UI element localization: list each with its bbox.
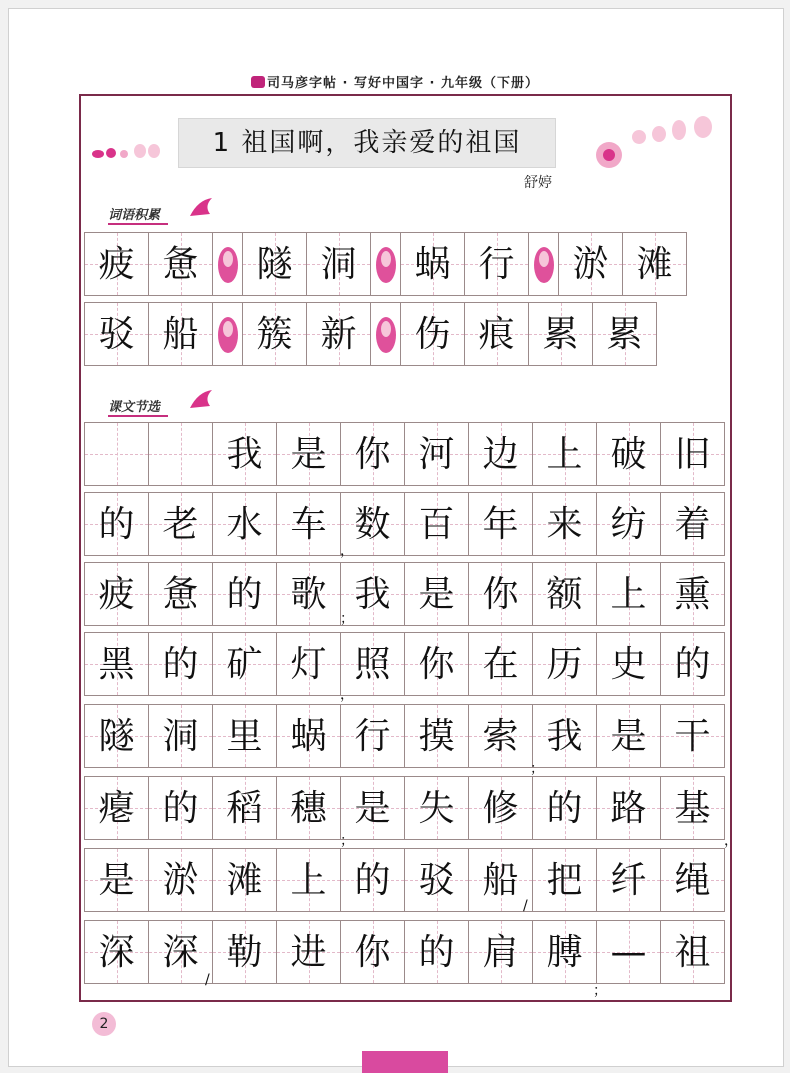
grid-cell — [661, 704, 725, 768]
flower-icon — [213, 303, 243, 367]
grid-cell — [149, 848, 213, 912]
grid-cell — [341, 920, 405, 984]
punctuation-mark: ； — [593, 983, 607, 999]
grid-cell — [85, 704, 149, 768]
grid-character: 水 — [226, 504, 263, 545]
grid-cell — [85, 776, 149, 840]
grid-character: 失 — [418, 788, 455, 829]
grid-cell — [597, 632, 661, 696]
punctuation-mark: ； — [530, 761, 544, 777]
grid-cell — [597, 704, 661, 768]
grid-cell — [341, 848, 405, 912]
grid-character: 驳 — [418, 860, 455, 901]
grid-character: 把 — [546, 860, 583, 901]
punctuation-mark: ， — [340, 543, 354, 559]
grid-character: 上 — [610, 574, 647, 615]
grid-cell — [213, 848, 277, 912]
header-brand: 司马彦字帖 — [266, 76, 337, 91]
grid-cell — [661, 422, 725, 486]
flower-icon — [188, 388, 214, 410]
grid-cell — [469, 704, 533, 768]
flower-separator — [213, 232, 243, 296]
grid-cell — [405, 776, 469, 840]
grid-character: 肩 — [482, 932, 519, 973]
grid-cell — [469, 562, 533, 626]
brand-logo-icon — [251, 76, 265, 88]
grid-cell — [661, 492, 725, 556]
grid-cell — [661, 776, 725, 840]
grid-cell — [405, 422, 469, 486]
grid-cell: 簇 — [243, 302, 307, 366]
grid-character: 是 — [98, 860, 135, 901]
grid-cell — [277, 562, 341, 626]
grid-character: 百 — [418, 504, 455, 545]
flower-separator — [529, 232, 559, 296]
grid-character: 滩 — [226, 860, 263, 901]
grid-cell: 淤 — [559, 232, 623, 296]
flower-separator — [213, 302, 243, 366]
grid-character: 行 — [354, 716, 391, 757]
grid-cell — [149, 776, 213, 840]
flower-icon — [371, 303, 401, 367]
vocab-row — [84, 302, 657, 366]
grid-character: 着 — [674, 504, 711, 545]
text-row — [84, 422, 725, 486]
grid-character: 的 — [162, 788, 199, 829]
grid-character: 上 — [290, 860, 327, 901]
grid-cell — [533, 562, 597, 626]
grid-character: 基 — [674, 788, 711, 829]
grid-cell — [213, 920, 277, 984]
grid-character: 绳 — [674, 860, 711, 901]
grid-character: 我 — [226, 434, 263, 475]
text-row — [84, 704, 725, 768]
grid-character: 是 — [418, 574, 455, 615]
grid-character: 摸 — [418, 716, 455, 757]
grid-character: 淤 — [162, 860, 199, 901]
grid-cell — [405, 492, 469, 556]
flower-icon — [188, 196, 214, 218]
grid-cell — [661, 848, 725, 912]
grid-cell: 疲 — [85, 232, 149, 296]
grid-cell — [149, 920, 213, 984]
grid-character: 来 — [546, 504, 583, 545]
grid-character: 修 — [482, 788, 519, 829]
grid-cell — [149, 422, 213, 486]
grid-cell — [213, 562, 277, 626]
grid-cell — [85, 632, 149, 696]
grid-cell — [661, 920, 725, 984]
grid-character: 洞 — [162, 716, 199, 757]
grid-cell: 驳 — [85, 302, 149, 366]
punctuation-mark: ， — [724, 833, 738, 849]
grid-character: 边 — [482, 434, 519, 475]
grid-cell: 伤 — [401, 302, 465, 366]
grid-character: 的 — [418, 932, 455, 973]
grid-cell — [469, 492, 533, 556]
grid-cell — [277, 848, 341, 912]
grid-character: — — [610, 932, 647, 973]
grid-character: 的 — [226, 574, 263, 615]
grid-cell — [85, 920, 149, 984]
grid-cell — [277, 776, 341, 840]
punctuation-mark: / — [523, 898, 528, 914]
text-row — [84, 776, 725, 840]
grid-character: 旧 — [674, 434, 711, 475]
grid-character: 穗 — [290, 788, 327, 829]
grid-character: 干 — [674, 716, 711, 757]
grid-character: 史 — [610, 644, 647, 685]
grid-cell — [213, 632, 277, 696]
grid-cell — [341, 704, 405, 768]
flower-icon — [371, 233, 401, 297]
grid-cell — [661, 562, 725, 626]
grid-character: 黑 — [98, 644, 135, 685]
grid-character: 深 — [98, 932, 135, 973]
grid-character: 矿 — [226, 644, 263, 685]
grid-character: 祖 — [674, 932, 711, 973]
grid-cell — [405, 848, 469, 912]
grid-cell — [405, 920, 469, 984]
grid-character: 进 — [290, 932, 327, 973]
grid-cell — [533, 848, 597, 912]
grid-character: 纤 — [610, 860, 647, 901]
flower-icon — [213, 233, 243, 297]
grid-character: 的 — [674, 644, 711, 685]
grid-cell — [213, 704, 277, 768]
grid-character — [149, 423, 212, 485]
grid-character: 车 — [290, 504, 327, 545]
grid-character: 河 — [418, 434, 455, 475]
grid-cell — [533, 776, 597, 840]
grid-character: 熏 — [674, 574, 711, 615]
grid-character: 的 — [546, 788, 583, 829]
grid-character: 的 — [354, 860, 391, 901]
grid-character: 破 — [610, 434, 647, 475]
vocab-row — [84, 232, 687, 296]
grid-character: 纺 — [610, 504, 647, 545]
grid-cell — [405, 704, 469, 768]
grid-cell — [149, 492, 213, 556]
grid-cell — [405, 632, 469, 696]
grid-character: 隧 — [98, 716, 135, 757]
flower-icon — [529, 233, 559, 297]
grid-cell: 行 — [465, 232, 529, 296]
grid-cell — [213, 422, 277, 486]
grid-character: 船 — [482, 860, 519, 901]
grid-cell: 隧 — [243, 232, 307, 296]
text-row — [84, 562, 725, 626]
grid-character: 历 — [546, 644, 583, 685]
grid-cell: 惫 — [149, 232, 213, 296]
grid-cell — [85, 492, 149, 556]
grid-character: 你 — [354, 434, 391, 475]
grid-cell — [597, 492, 661, 556]
grid-cell — [277, 704, 341, 768]
grid-cell — [341, 422, 405, 486]
grid-character: 索 — [482, 716, 519, 757]
grid-cell — [277, 920, 341, 984]
text-row — [84, 920, 725, 984]
grid-cell — [469, 920, 533, 984]
page-number: 2 — [92, 1012, 116, 1036]
grid-cell: 累 — [529, 302, 593, 366]
punctuation-mark: ； — [340, 833, 354, 849]
grid-character: 勒 — [226, 932, 263, 973]
grid-cell — [661, 632, 725, 696]
grid-cell: 船 — [149, 302, 213, 366]
grid-cell — [469, 422, 533, 486]
grid-character: 路 — [610, 788, 647, 829]
grid-cell — [533, 492, 597, 556]
grid-character: 我 — [546, 716, 583, 757]
grid-cell — [533, 632, 597, 696]
punctuation-mark: ； — [340, 611, 354, 627]
punctuation-mark: ， — [340, 687, 354, 703]
grid-character: 的 — [162, 644, 199, 685]
grid-cell: 新 — [307, 302, 371, 366]
grid-cell — [597, 422, 661, 486]
grid-character: 上 — [546, 434, 583, 475]
grid-character: 歌 — [290, 574, 327, 615]
grid-character: 深 — [162, 932, 199, 973]
grid-cell — [405, 562, 469, 626]
grid-character: 在 — [482, 644, 519, 685]
grid-cell — [533, 920, 597, 984]
grid-character: 你 — [354, 932, 391, 973]
header-grade: 九年级（下册） — [441, 76, 540, 91]
grid-character: 膊 — [546, 932, 583, 973]
text-row — [84, 848, 725, 912]
grid-character: 是 — [610, 716, 647, 757]
grid-cell — [149, 562, 213, 626]
grid-character: 数 — [354, 504, 391, 545]
grid-cell: 蜗 — [401, 232, 465, 296]
grid-cell — [277, 422, 341, 486]
lesson-title: 1 祖国啊，我亲爱的祖国 — [178, 118, 556, 168]
flower-separator — [371, 302, 401, 366]
grid-cell — [597, 848, 661, 912]
grid-cell — [85, 848, 149, 912]
grid-cell — [469, 776, 533, 840]
grid-character: 我 — [354, 574, 391, 615]
text-section-label: 课文节选 — [108, 396, 168, 417]
grid-character: 年 — [482, 504, 519, 545]
grid-character: 老 — [162, 504, 199, 545]
grid-character: 的 — [98, 504, 135, 545]
header-dot: · — [429, 76, 436, 91]
header-dot: · — [342, 76, 349, 91]
grid-character: 蜗 — [290, 716, 327, 757]
grid-cell — [85, 422, 149, 486]
grid-cell — [85, 562, 149, 626]
grid-cell — [277, 492, 341, 556]
grid-cell — [533, 422, 597, 486]
grid-cell: 累 — [593, 302, 657, 366]
grid-character: 是 — [354, 788, 391, 829]
grid-character: 是 — [290, 434, 327, 475]
bottom-tab — [362, 1051, 448, 1073]
text-row — [84, 632, 725, 696]
grid-character: 惫 — [162, 574, 199, 615]
grid-cell — [597, 562, 661, 626]
page-header — [0, 72, 790, 91]
grid-character: 灯 — [290, 644, 327, 685]
punctuation-mark: / — [205, 972, 210, 988]
grid-cell — [213, 492, 277, 556]
grid-character: 疲 — [98, 574, 135, 615]
grid-cell — [469, 632, 533, 696]
header-series: 写好中国字 — [353, 76, 424, 91]
author-name: 舒婷 — [524, 175, 552, 191]
grid-character: 里 — [226, 716, 263, 757]
grid-character: 稻 — [226, 788, 263, 829]
grid-character: 照 — [354, 644, 391, 685]
grid-character: 你 — [482, 574, 519, 615]
grid-cell — [149, 632, 213, 696]
grid-cell: 痕 — [465, 302, 529, 366]
grid-cell — [149, 704, 213, 768]
flower-separator — [371, 232, 401, 296]
grid-character: 你 — [418, 644, 455, 685]
grid-cell: 洞 — [307, 232, 371, 296]
grid-cell — [277, 632, 341, 696]
grid-character — [85, 423, 148, 485]
grid-cell — [213, 776, 277, 840]
grid-cell — [597, 776, 661, 840]
grid-cell: 滩 — [623, 232, 687, 296]
vocab-section-label: 词语积累 — [108, 204, 168, 225]
grid-cell — [597, 920, 661, 984]
grid-character: 瘪 — [98, 788, 135, 829]
grid-character: 额 — [546, 574, 583, 615]
text-row — [84, 492, 725, 556]
